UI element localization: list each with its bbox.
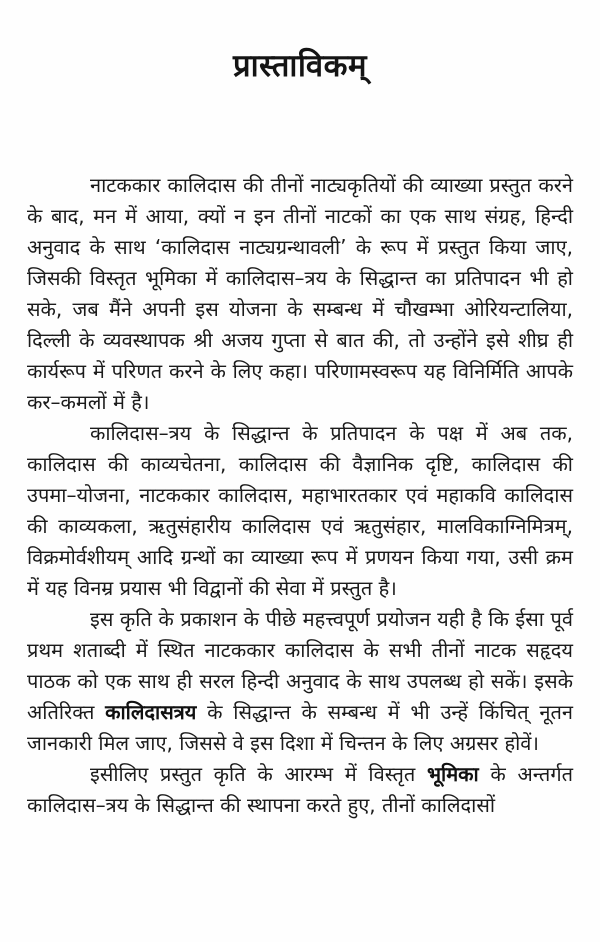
bold-term: कालिदासत्रय: [105, 700, 197, 724]
bold-term: भूमिका: [426, 762, 479, 786]
paragraph: [27, 604, 573, 759]
body-text: [27, 170, 573, 821]
text-segment: के अन्तर्गत कालिदास–त्रय के सिद्धान्त की स्थापना करते हुए, तीनों कालिदासों: [27, 762, 573, 817]
text-segment: नाटककार कालिदास की तीनों नाट्यकृतियों की व्याख्या प्रस्तुत करने के बाद, मन में आया, क्यों न इन तीनों नाटकों का एक साथ संग्रह, हिन्दी अनुवाद के साथ ‘कालिदास नाट्यग्रन्थावली’ के रूप में प्रस्तुत किया जाए, जिसकी विस्तृत भूमिका में कालिदास–त्रय के सिद्धान्त का प्रतिपादन भी हो सके, जब मैंने अपनी इस योजना के सम्बन्ध में चौखम्भा ओरियन्टालिया, दिल्ली के व्यवस्थापक श्री अजय गुप्ता से बात की, तो उन्होंने इसे शीघ्र ही कार्यरूप में परिणत करने के लिए कहा। परिणामस्वरूप यह विनिर्मिति आपके कर–कमलों में है।: [27, 173, 573, 414]
text-segment: के सिद्धान्त के सम्बन्ध में भी उन्हें किंचित् नूतन जानकारी मिल जाए, जिससे वे इस दिशा में चिन्तन के लिए अग्रसर होवें।: [27, 700, 573, 755]
paragraph: [27, 170, 573, 418]
page-title: प्रास्ताविकम्: [232, 48, 368, 84]
paragraph: [27, 759, 573, 821]
text-segment: इस कृति के प्रकाशन के पीछे महत्त्वपूर्ण प्रयोजन यही है कि ईसा पूर्व प्रथम शताब्दी में स्थित नाटककार कालिदास के सभी तीनों नाटक सहृदय पाठक को एक साथ ही सरल हिन्दी अनुवाद के साथ उपलब्ध हो सकें। इसके अतिरिक्त: [27, 607, 573, 724]
paragraph: [27, 418, 573, 604]
text-segment: इसीलिए प्रस्तुत कृति के आरम्भ में विस्तृत: [90, 762, 427, 786]
text-segment: कालिदास–त्रय के सिद्धान्त के प्रतिपादन के पक्ष में अब तक, कालिदास की काव्यचेतना, कालिदास की वैज्ञानिक दृष्टि, कालिदास की उपमा–योजना, नाटककार कालिदास, महाभारतकार एवं महाकवि कालिदास की काव्यकला, ऋतुसंहारीय कालिदास एवं ऋतुसंहार, मालविकाग्निमित्रम्, विक्रमोर्वशीयम् आदि ग्रन्थों का व्याख्या रूप में प्रणयन किया गया, उसी क्रम में यह विनम्र प्रयास भी विद्वानों की सेवा में प्रस्तुत है।: [27, 421, 573, 600]
